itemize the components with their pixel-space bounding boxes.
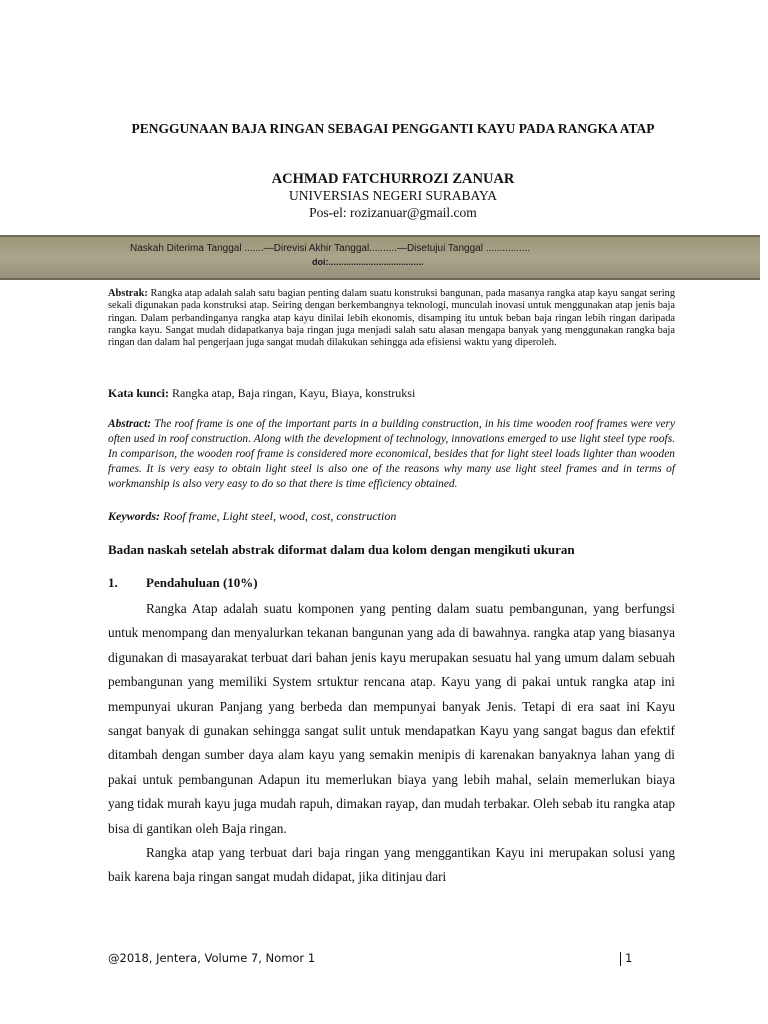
page-number bbox=[620, 951, 632, 966]
abstract-block bbox=[108, 417, 675, 492]
keywords-text: Roof frame, Light steel, wood, cost, construction bbox=[163, 509, 397, 523]
abstract-text: The roof frame is one of the important parts in a building construction, in his time wooden roof frames were very often used in roof construction. Along with the development of technology, innovations emerged to use light steel type roofs. In comparison, the wooden roof frame is considered more economical, besides that for light steel loads lighter than wooden frames. It is very easy to obtain light steel is also one of the reasons why many use light steel frames and in terms of workmanship is also very easy to do so that there is time efficiency obtained. bbox=[108, 418, 675, 491]
kata-kunci-block bbox=[108, 386, 675, 400]
paper-title: PENGGUNAAN BAJA RINGAN SEBAGAI PENGGANTI KAYU PADA RANGKA ATAP bbox=[131, 121, 655, 136]
page-number-divider bbox=[620, 952, 621, 966]
footer-citation: @2018, Jentera, Volume 7, Nomor 1 bbox=[108, 951, 316, 965]
kata-kunci-label: Kata kunci: bbox=[108, 386, 170, 400]
author-name: ACHMAD FATCHURROZI ZANUAR bbox=[271, 171, 515, 187]
page-number-value: 1 bbox=[625, 951, 633, 965]
author-email: Pos-el: rozizanuar@gmail.com bbox=[309, 205, 477, 220]
kata-kunci-text: Rangka atap, Baja ringan, Kayu, Biaya, konstruksi bbox=[172, 386, 416, 400]
keywords-block bbox=[108, 509, 675, 524]
submission-info-banner bbox=[0, 235, 760, 280]
submission-dates: Naskah Diterima Tanggal .......—Direvisi Akhir Tanggal..........—Disetujui Tanggal ................ bbox=[130, 243, 531, 254]
doi-line: doi:...................................... bbox=[312, 257, 424, 267]
section-heading bbox=[108, 575, 258, 591]
keywords-label: Keywords: bbox=[108, 509, 160, 523]
abstract-label: Abstract: bbox=[108, 418, 152, 430]
paragraph: Rangka atap yang terbuat dari baja ringan yang menggantikan Kayu ini merupakan solusi yang baik karena baja ringan sangat mudah didapat, jika ditinjau dari bbox=[108, 845, 675, 885]
body-format-note: Badan naskah setelah abstrak diformat dalam dua kolom dengan mengikuti ukuran bbox=[108, 542, 575, 557]
section-number: 1. bbox=[108, 575, 118, 590]
section-title: Pendahuluan (10%) bbox=[146, 575, 258, 590]
abstrak-block bbox=[108, 288, 675, 349]
author-affiliation: UNIVERSIAS NEGERI SURABAYA bbox=[288, 188, 498, 203]
abstrak-label: Abstrak: bbox=[108, 288, 148, 299]
body-text bbox=[108, 597, 675, 890]
paragraph: Rangka Atap adalah suatu komponen yang penting dalam suatu pembangunan, yang berfungsi untuk menompang dan menyalurkan tekanan bangunan yang ada di bawahnya. rangka atap yang biasanya digunakan di masayarakat terbuat dari bahan jenis kayu merupakan sesuatu hal yang umum dalam sebuah pembangunan yang memiliki System srtuktur rencana atap. Kayu yang di pakai untuk rangka atap ini mempunyai ukuran Panjang yang berbeda dan mempunyai banyak Jenis. Tetapi di era saat ini Kayu sangat banyak di gunakan sehingga sangat sulit untuk mendapatkan Kayu yang sangat bagus dan efektif ditambah dengan sumber daya alam kayu yang semakin menipis di karenakan banyaknya lahan yang di pakai untuk pembangunan Adapun itu memerlukan biaya yang lebih mahal, selain memerlukan biaya yang tidak murah kayu juga mudah rapuh, dimakan rayap, dan mudah terbakar. Oleh sebab itu rangka atap bisa di gantikan oleh Baja ringan. bbox=[108, 601, 675, 836]
abstrak-text: Rangka atap adalah salah satu bagian penting dalam suatu konstruksi bangunan, pada masanya rangka atap kayu sangat sering sekali digunakan pada konstruksi atap. Seiring dengan berkembangnya teknologi, munculah inovasi untuk menggunakan atap jenis baja ringan. Dalam perbandinganya rangka atap kayu dinilai lebih ekonomis, disamping itu untuk beban baja ringan lebih ringan daripada rangka kayu. Sangat mudah didapatkanya baja ringan juga menjadi salah satu alasan mengapa banyak yang menggunakan rangka baja ringan dan dalam hal pengerjaan juga sangat mudah dilakukan sehingga ada efisiensi waktu yang diperoleh. bbox=[108, 288, 676, 349]
